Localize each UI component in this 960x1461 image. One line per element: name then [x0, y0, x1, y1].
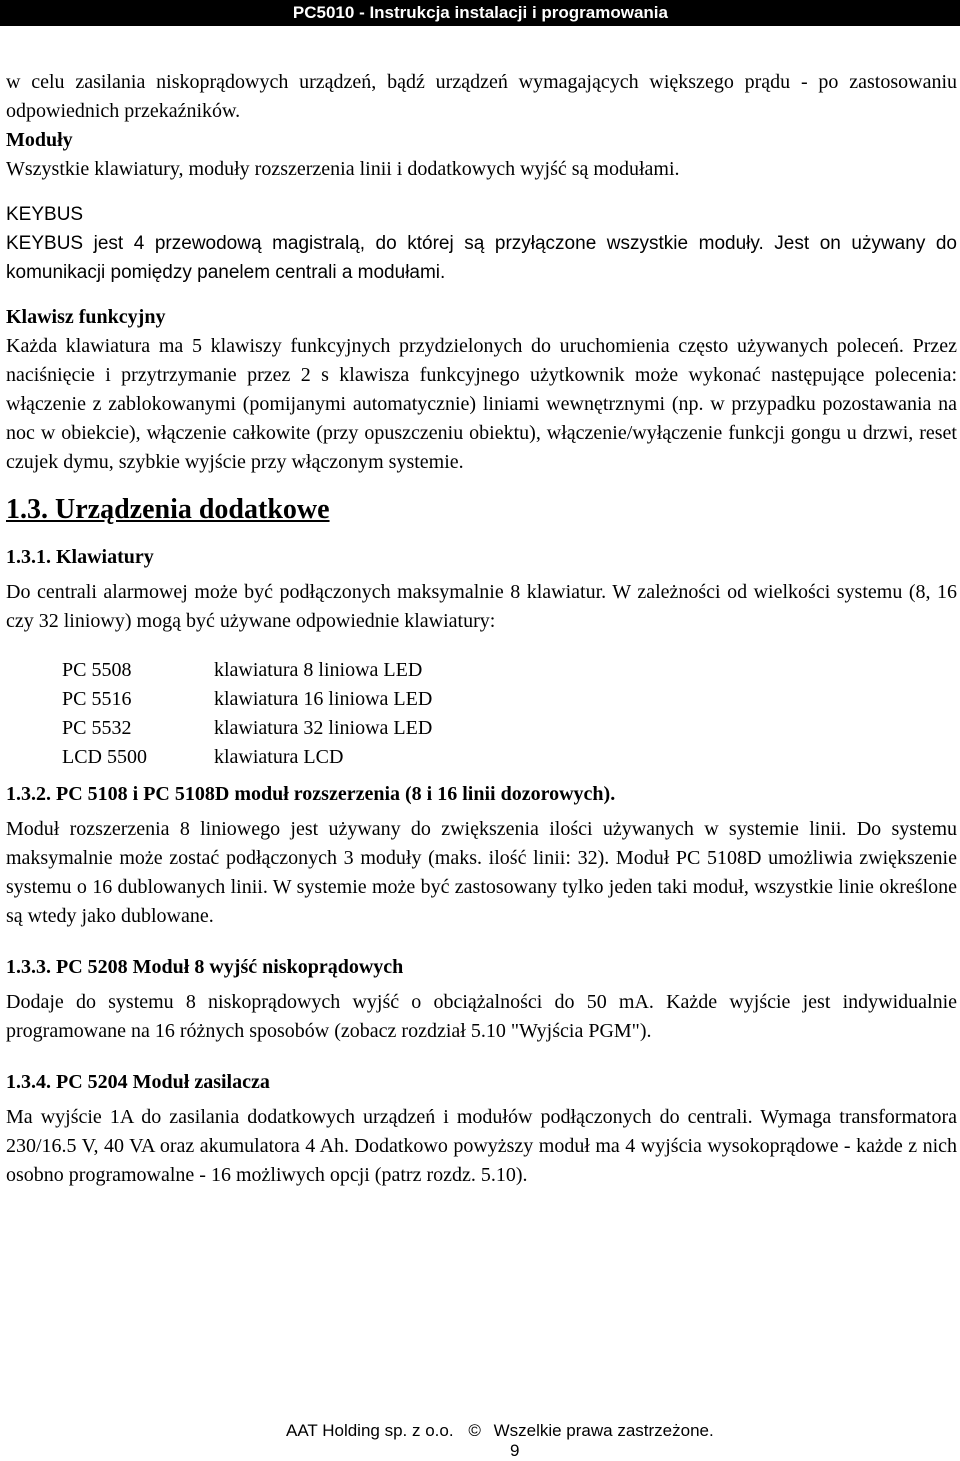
- keypad-code: PC 5508: [62, 659, 132, 681]
- s132-heading: 1.3.2. PC 5108 i PC 5108D moduł rozszerzenia (8 i 16 linii dozorowych).: [6, 783, 616, 805]
- keypad-code: PC 5516: [62, 688, 132, 710]
- keypad-code: PC 5532: [62, 717, 132, 739]
- header-title: PC5010 - Instrukcja instalacji i programowania: [292, 3, 668, 22]
- table-row: [62, 685, 432, 714]
- keybus-paragraph: KEYBUS jest 4 przewodową magistralą, do której są przyłączone wszystkie moduły. Jest on używany do komunikacji pomiędzy panelem centrali a modułami.: [6, 233, 957, 283]
- footer-rights: Wszelkie prawa zastrzeżone.: [493, 1421, 714, 1440]
- keypad-code: LCD 5500: [62, 746, 147, 768]
- intro-paragraph: w celu zasilania niskoprądowych urządzeń, bądź urządzeń wymagających większego prądu - po zastosowaniu odpowiednich przekaźników.: [6, 71, 957, 122]
- table-row: [62, 656, 432, 685]
- copyright-icon: ©: [468, 1421, 481, 1440]
- moduly-paragraph: Wszystkie klawiatury, moduły rozszerzenia linii i dodatkowych wyjść są modułami.: [6, 158, 680, 180]
- section-1-3-heading: 1.3. Urządzenia dodatkowe: [6, 494, 330, 525]
- footer-company: AAT Holding sp. z o.o.: [286, 1421, 454, 1440]
- keypad-desc: klawiatura 16 liniowa LED: [214, 688, 433, 710]
- table-row: [62, 743, 432, 772]
- s132-paragraph: Moduł rozszerzenia 8 liniowego jest używany do zwiększenia ilości używanych w systemie linii. Do systemu maksymalnie może zostać podłączonych 3 moduły (maks. ilość linii: 32). Moduł PC 5108D umożliwia zwiększenie systemu o 16 dublowanych linii. W systemie może być zastosowany tylko jeden taki moduł, wszystkie linie określone są wtedy jako dublowane.: [6, 818, 957, 927]
- s133-paragraph: Dodaje do systemu 8 niskoprądowych wyjść o obciążalności do 50 mA. Każde wyjście jest indywidualnie programowane na 16 różnych sposobów (zobacz rozdział 5.10 "Wyjścia PGM").: [6, 991, 957, 1042]
- klawisz-heading: Klawisz funkcyjny: [6, 306, 166, 328]
- table-row: [62, 714, 432, 743]
- s131-paragraph: Do centrali alarmowej może być podłączonych maksymalnie 8 klawiatur. W zależności od wielkości systemu (8, 16 czy 32 liniowy) mogą być używane odpowiednie klawiatury:: [6, 581, 957, 632]
- page-content: [6, 68, 957, 1190]
- keybus-heading: KEYBUS: [6, 204, 84, 225]
- s134-heading: 1.3.4. PC 5204 Moduł zasilacza: [6, 1071, 270, 1093]
- keypad-desc: klawiatura 32 liniowa LED: [214, 717, 433, 739]
- klawisz-paragraph: Każda klawiatura ma 5 klawiszy funkcyjnych przydzielonych do uruchomienia często używanych poleceń. Przez naciśnięcie i przytrzymanie przez 2 s klawisza funkcyjnego użytkownik może wykonać następujące polecenia: włączenie z zablokowanymi (pomijanymi automatycznie) liniami wewnętrznymi (np. w przypadku pozostawania na noc w obiekcie), włączenie całkowite (przy opuszczeniu obiektu), włączenie/wyłączenie funkcji gongu u drzwi, reset czujek dymu, szybkie wyjście przy włączonym systemie.: [6, 335, 957, 473]
- page-number: 9: [510, 1441, 520, 1460]
- page-footer: [286, 1421, 786, 1461]
- s134-paragraph: Ma wyjście 1A do zasilania dodatkowych urządzeń i modułów podłączonych do centrali. Wymaga transformatora 230/16.5 V, 40 VA oraz akumulatora 4 Ah. Dodatkowo powyższy moduł ma 4 wyjścia wysokoprądowe - każde z nich osobno programowalne - 16 możliwych opcji (patrz rozdz. 5.10).: [6, 1106, 957, 1186]
- keypad-desc: klawiatura LCD: [214, 746, 344, 768]
- s131-heading: 1.3.1. Klawiatury: [6, 546, 154, 568]
- keypad-desc: klawiatura 8 liniowa LED: [214, 659, 423, 681]
- keypad-table: [62, 656, 432, 772]
- page-header: [0, 0, 960, 26]
- moduly-heading: Moduły: [6, 129, 73, 151]
- s133-heading: 1.3.3. PC 5208 Moduł 8 wyjść niskoprądowych: [6, 956, 404, 978]
